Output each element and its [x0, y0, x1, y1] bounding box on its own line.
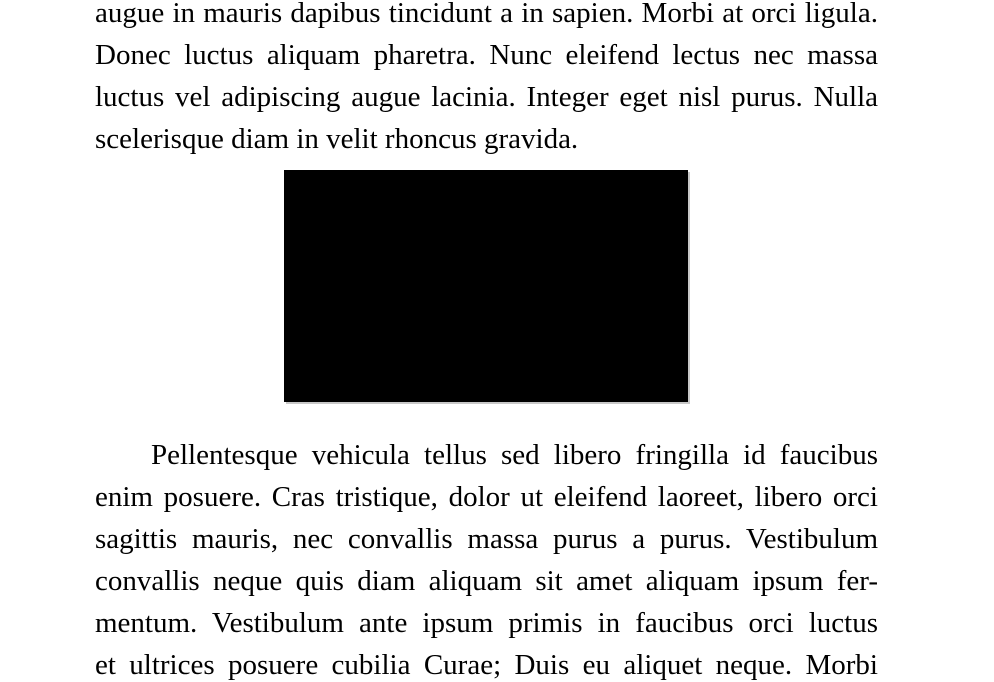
text-line: luctus vel adipiscing augue lacinia. Integer eget nisl purus. Nulla [95, 81, 878, 113]
text-line: mentum. Vestibulum ante ipsum primis in faucibus orci luctus [95, 607, 878, 639]
text-line: scelerisque diam in velit rhoncus gravida. [95, 123, 579, 155]
text-line: et ultrices posuere cubilia Curae; Duis eu aliquet neque. Morbi [95, 649, 878, 681]
text-line: enim posuere. Cras tristique, dolor ut eleifend laoreet, libero orci [95, 481, 878, 513]
text-line: augue in mauris dapibus tincidunt a in sapien. Morbi at orci ligula. [95, 0, 878, 29]
text-line: sagittis mauris, nec convallis massa purus a purus. Vestibulum [95, 523, 878, 555]
paragraph-2 [95, 434, 878, 682]
text-line: Pellentesque vehicula tellus sed libero fringilla id faucibus [151, 439, 878, 471]
text-line: convallis neque quis diam aliquam sit amet aliquam ipsum fer- [95, 565, 878, 597]
paragraph-1 [95, 0, 878, 160]
text-line: Donec luctus aliquam pharetra. Nunc eleifend lectus nec massa [95, 39, 878, 71]
figure-image-placeholder [284, 170, 688, 402]
